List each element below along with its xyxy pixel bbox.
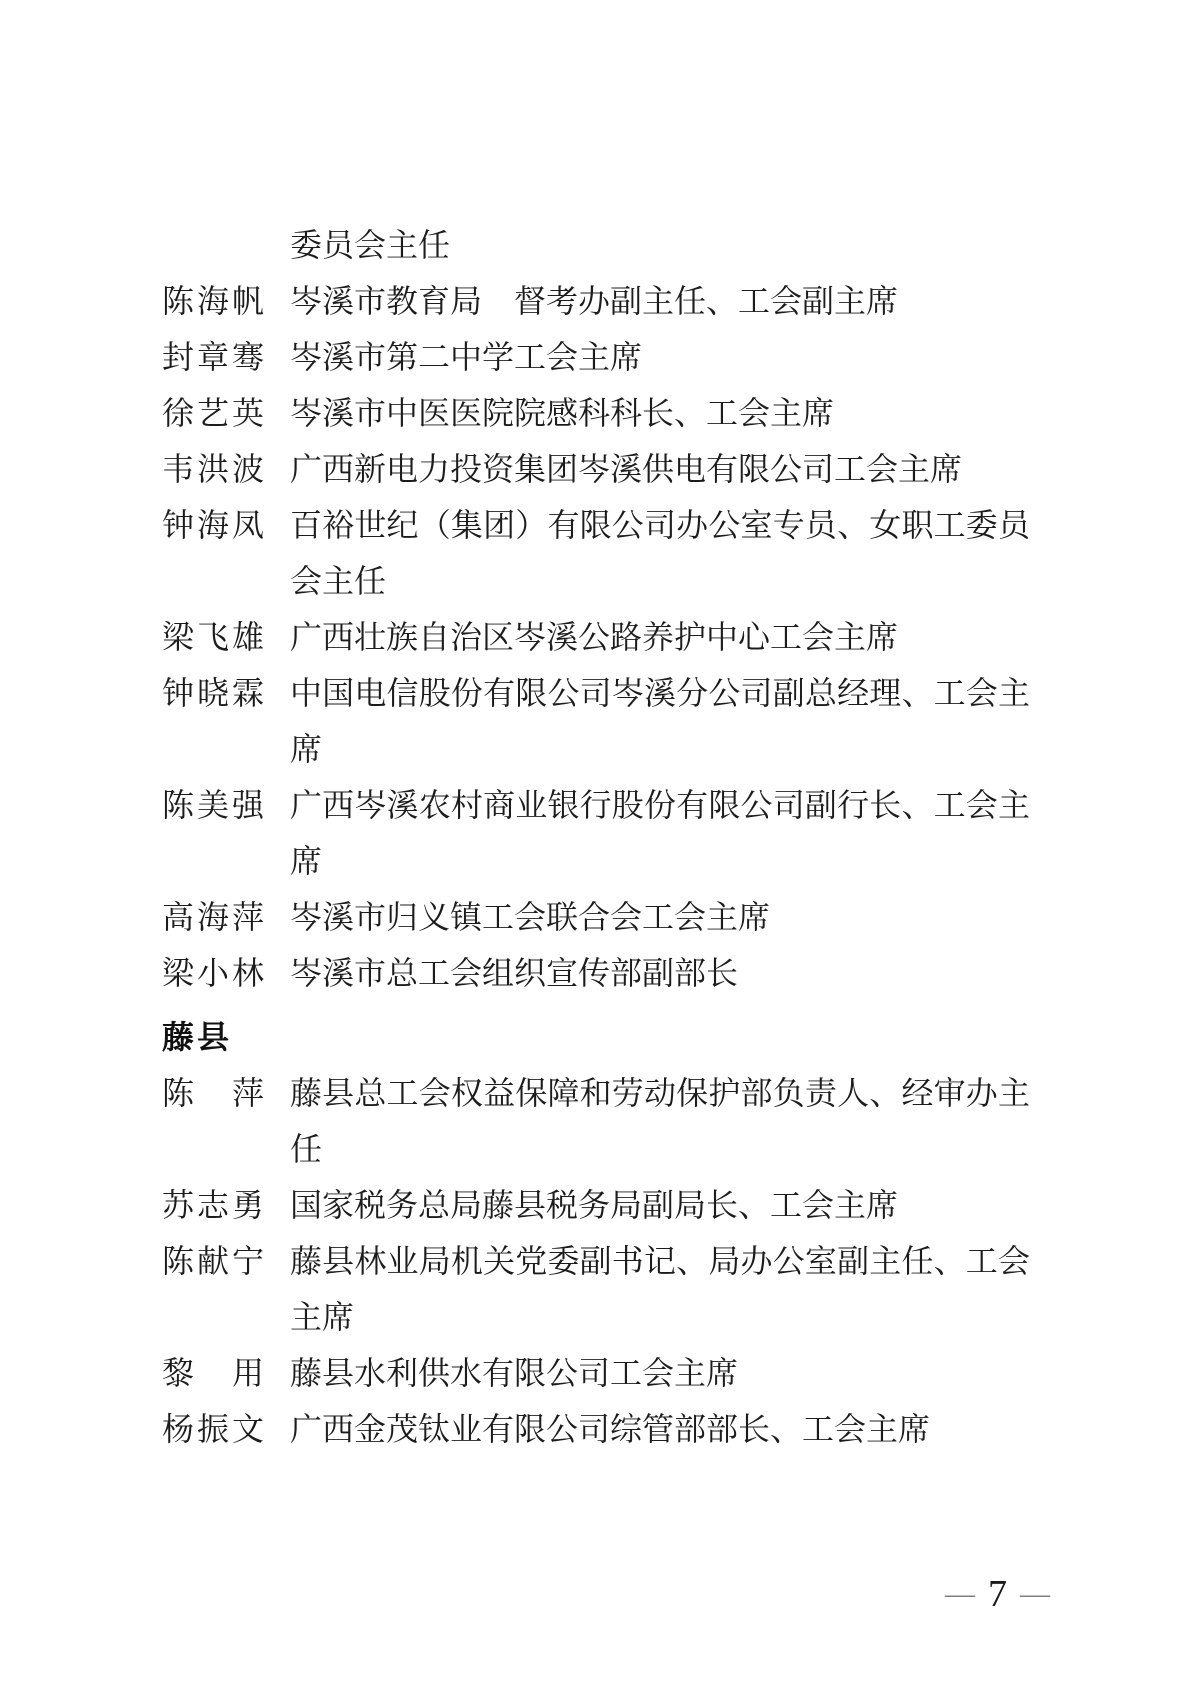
entry-description: 百裕世纪（集团）有限公司办公室专员、女职工委员会主任 [290, 507, 1030, 599]
entry-name: 黎 用 [162, 1355, 268, 1391]
entry-description: 中国电信股份有限公司岑溪分公司副总经理、工会主席 [290, 675, 1030, 767]
roster-entry [162, 1233, 1042, 1345]
roster-entry [162, 441, 1042, 497]
county-header: 藤县 [162, 1019, 233, 1055]
county-entries [162, 1065, 1042, 1457]
entry-name: 钟海凤 [162, 507, 268, 543]
roster-entry [162, 1401, 1042, 1457]
entry-description: 广西新电力投资集团岑溪供电有限公司工会主席 [290, 451, 963, 487]
roster-entry [162, 385, 1042, 441]
entry-description: 岑溪市第二中学工会主席 [290, 339, 643, 375]
entry-name: 高海萍 [162, 899, 268, 935]
entry-name: 钟晓霖 [162, 675, 268, 711]
roster-entry [162, 945, 1042, 1001]
roster-entry [162, 609, 1042, 665]
roster-entry [162, 273, 1042, 329]
entry-name: 梁小林 [162, 955, 268, 991]
entry-name: 陈 萍 [162, 1075, 268, 1111]
entry-description: 广西金茂钛业有限公司综管部部长、工会主席 [290, 1411, 931, 1447]
page-number: 7 [988, 1573, 1007, 1615]
entry-description: 广西壮族自治区岑溪公路养护中心工会主席 [290, 619, 899, 655]
entry-description: 岑溪市教育局 督考办副主任、工会副主席 [290, 283, 899, 319]
roster-entry [162, 777, 1042, 889]
roster-entry [162, 497, 1042, 609]
entry-name: 陈海帆 [162, 283, 268, 319]
footer-dash-right: — [1020, 1577, 1050, 1610]
entry-description: 藤县水利供水有限公司工会主席 [290, 1355, 739, 1391]
county-group [162, 217, 1042, 1001]
roster-entry [162, 665, 1042, 777]
entry-description: 藤县林业局机关党委副书记、局办公室副主任、工会主席 [290, 1243, 1030, 1335]
entry-description: 委员会主任 [290, 227, 451, 263]
entry-description: 广西岑溪农村商业银行股份有限公司副行长、工会主席 [290, 787, 1030, 879]
roster-entry [162, 889, 1042, 945]
roster-entry [162, 329, 1042, 385]
entry-name: 杨振文 [162, 1411, 268, 1447]
entry-description: 国家税务总局藤县税务局副局长、工会主席 [290, 1187, 899, 1223]
entry-description: 岑溪市总工会组织宣传部副部长 [290, 955, 739, 991]
county-entries [162, 217, 1042, 1001]
page-footer [945, 1574, 1050, 1614]
entry-name: 韦洪波 [162, 451, 268, 487]
county-group [162, 1009, 1042, 1457]
entry-description: 岑溪市中医医院院感科科长、工会主席 [290, 395, 835, 431]
entry-name: 封章骞 [162, 339, 268, 375]
entry-name: 梁飞雄 [162, 619, 268, 655]
roster-entry [162, 1065, 1042, 1177]
footer-dash-left: — [945, 1577, 975, 1610]
entry-description: 藤县总工会权益保障和劳动保护部负责人、经审办主任 [290, 1075, 1030, 1167]
roster-list [162, 217, 1042, 1457]
entry-name: 徐艺英 [162, 395, 268, 431]
entry-name: 陈美强 [162, 787, 268, 823]
entry-name: 陈献宁 [162, 1243, 268, 1279]
entry-name: 苏志勇 [162, 1187, 268, 1223]
roster-entry [162, 217, 1042, 273]
entry-description: 岑溪市归义镇工会联合会工会主席 [290, 899, 771, 935]
roster-entry [162, 1177, 1042, 1233]
roster-entry [162, 1345, 1042, 1401]
